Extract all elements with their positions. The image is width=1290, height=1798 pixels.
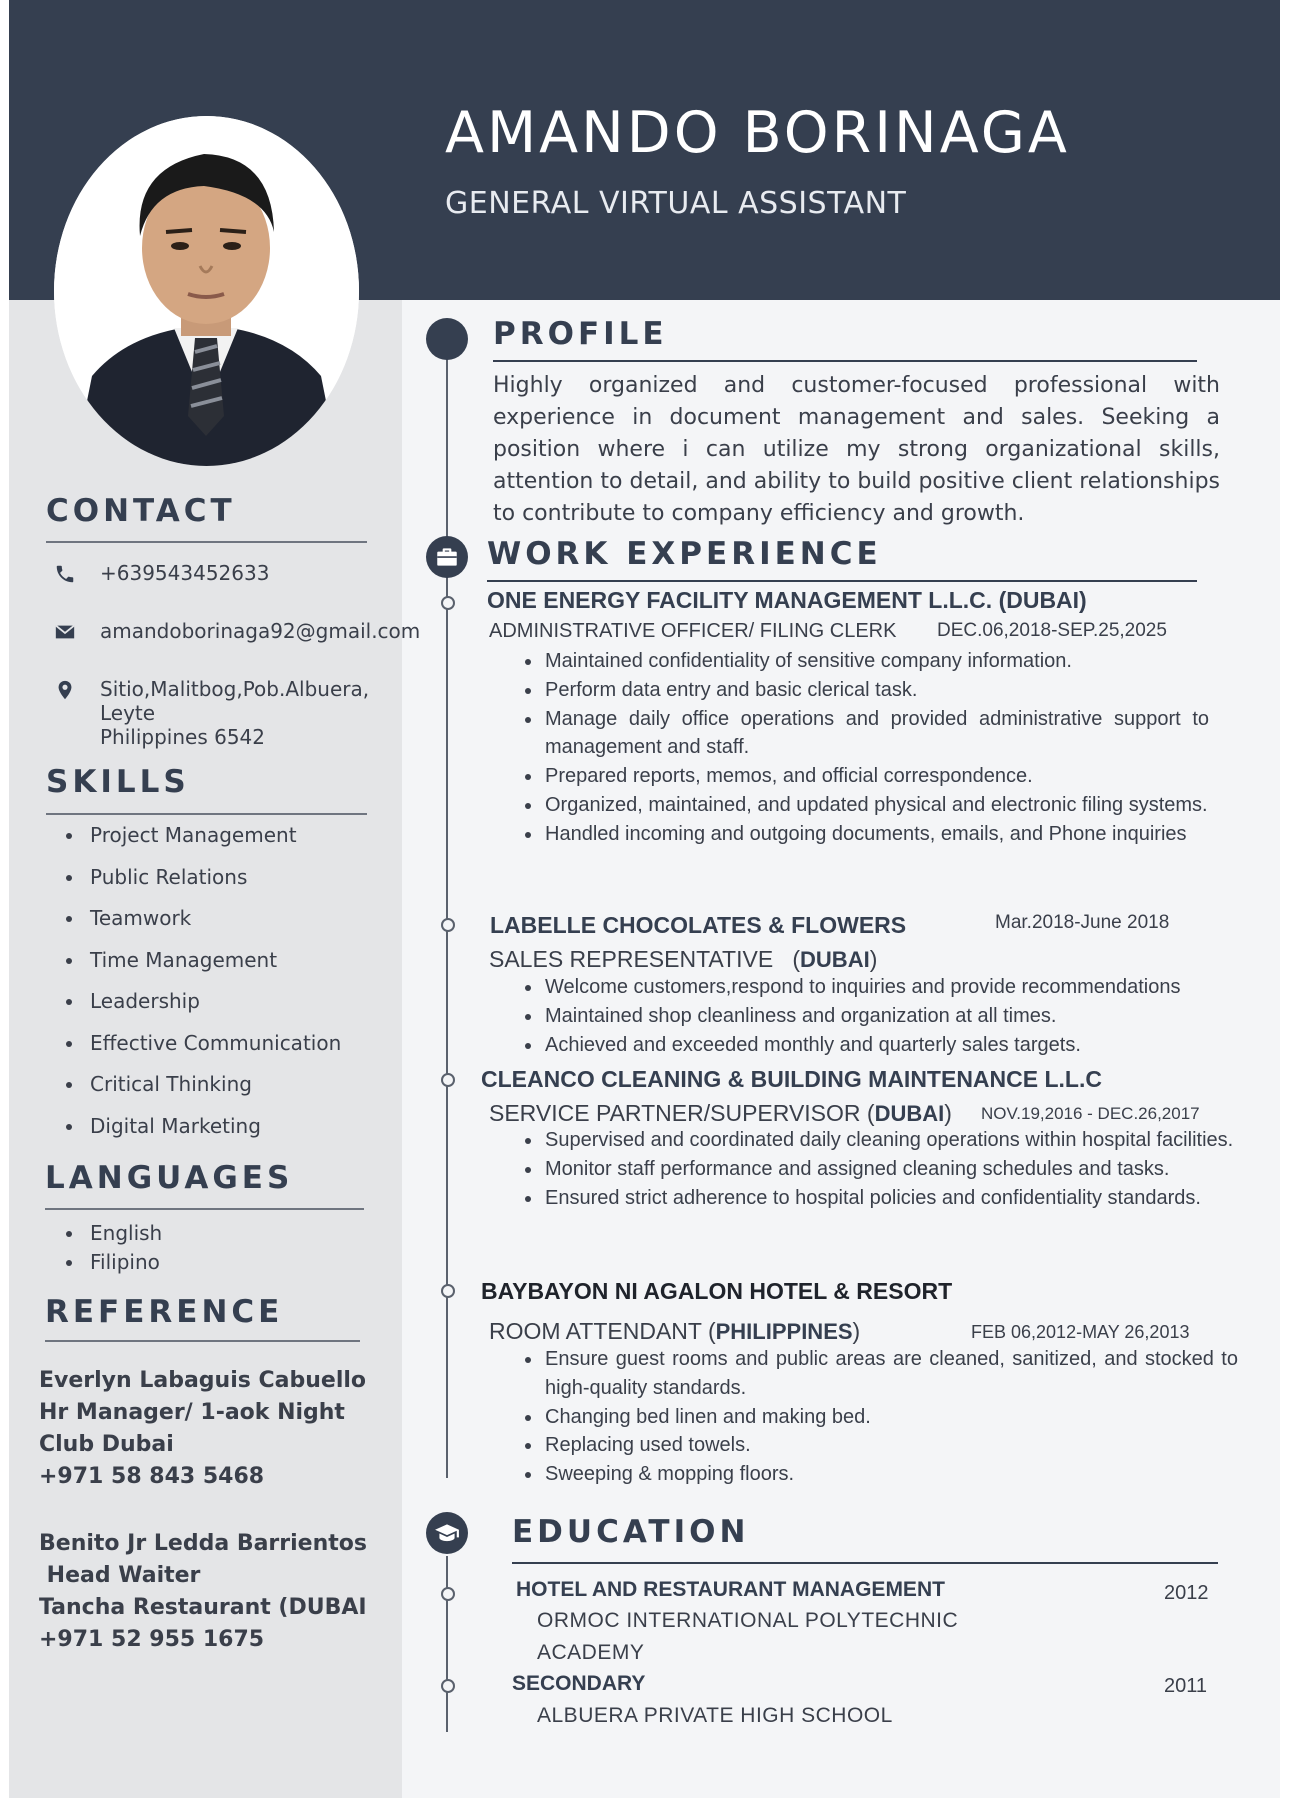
envelope-icon: [54, 621, 76, 643]
job-3-duties: [525, 1126, 1238, 1212]
reference-divider: [45, 1340, 360, 1342]
education-2-school: ALBUERA PRIVATE HIGH SCHOOL: [537, 1704, 893, 1727]
languages-divider: [45, 1208, 364, 1210]
skill-item: Project Management: [54, 822, 341, 864]
languages-heading: LANGUAGES: [45, 1160, 294, 1196]
address-line-2: Leyte: [100, 701, 156, 725]
job-1-role: ADMINISTRATIVE OFFICER/ FILING CLERK: [489, 620, 897, 642]
duty-item: Prepared reports, memos, and official correspondence.: [525, 762, 1209, 791]
education-1-title: HOTEL AND RESTAURANT MANAGEMENT: [516, 1578, 945, 1601]
job-2-node: [441, 918, 455, 932]
duty-item: Handled incoming and outgoing documents, emails, and Phone inquiries: [525, 820, 1209, 849]
duty-item: Welcome customers,respond to inquiries and provide recommendations: [525, 973, 1238, 1002]
job-2-location: DUBAI: [800, 947, 870, 972]
education-2-title: SECONDARY: [512, 1672, 646, 1695]
profile-photo: [54, 116, 359, 466]
job-4-role: ROOM ATTENDANT (PHILIPPINES): [489, 1318, 861, 1344]
profile-node: [426, 318, 468, 360]
duty-item: Manage daily office operations and provided administrative support to management and staff.: [525, 705, 1209, 763]
portrait-illustration: [54, 116, 359, 466]
duty-item: Ensure guest rooms and public areas are cleaned, sanitized, and stocked to high-quality standards.: [525, 1345, 1238, 1403]
job-4-location: PHILIPPINES: [715, 1319, 853, 1344]
job-4-company: BAYBAYON NI AGALON HOTEL & RESORT: [481, 1278, 953, 1304]
language-item: Filipino: [54, 1249, 162, 1278]
skill-item: Leadership: [54, 988, 341, 1030]
education-1-year: 2012: [1164, 1582, 1209, 1604]
duty-item: Sweeping & mopping floors.: [525, 1460, 1238, 1489]
briefcase-icon: [434, 544, 460, 570]
phone-number: +639543452633: [100, 561, 270, 585]
job-1-duties: [525, 647, 1209, 849]
skill-item: Public Relations: [54, 864, 341, 906]
skill-item: Time Management: [54, 947, 341, 989]
address-line-3: Philippines 6542: [100, 725, 266, 749]
education-node: [426, 1512, 468, 1554]
work-node: [426, 536, 468, 578]
skill-item: Teamwork: [54, 905, 341, 947]
education-1-node: [441, 1587, 455, 1601]
reference-1: [39, 1365, 366, 1493]
skill-item: Critical Thinking: [54, 1071, 341, 1113]
duty-item: Maintained shop cleanliness and organization at all times.: [525, 1002, 1238, 1031]
job-1-company: ONE ENERGY FACILITY MANAGEMENT L.L.C. (DUBAI): [487, 587, 1087, 613]
job-4-node: [441, 1284, 455, 1298]
job-2-title: SALES REPRESENTATIVE: [489, 946, 774, 972]
job-4-dates: FEB 06,2012-MAY 26,2013: [971, 1322, 1190, 1342]
education-2-node: [441, 1679, 455, 1693]
profile-summary: Highly organized and customer-focused professional with experience in document management and sales. Seeking a position where i can utilize my strong organizational skills, attention to detail, and ability to build positive client relationships to contribute to company efficiency and growth.: [493, 373, 1220, 526]
job-4-title: ROOM ATTENDANT: [489, 1318, 702, 1344]
languages-list: [54, 1220, 162, 1278]
reference-1-name: Everlyn Labaguis Cabuello: [39, 1368, 367, 1393]
resume-page: [9, 0, 1280, 1798]
job-4-duties: [525, 1345, 1238, 1489]
job-3-role: SERVICE PARTNER/SUPERVISOR (DUBAI): [489, 1100, 952, 1126]
contact-heading: CONTACT: [46, 493, 236, 529]
map-pin-icon: [54, 677, 76, 703]
phone-icon: [54, 563, 76, 585]
job-1-node: [441, 596, 455, 610]
language-item: English: [54, 1220, 162, 1249]
timeline-line: [446, 340, 448, 1478]
duty-item: Monitor staff performance and assigned cleaning schedules and tasks.: [525, 1155, 1238, 1184]
duty-item: Ensured strict adherence to hospital policies and confidentiality standards.: [525, 1184, 1238, 1213]
profile-divider: [493, 360, 1197, 362]
reference-2: [39, 1528, 367, 1656]
candidate-name: AMANDO BORINAGA: [445, 100, 1070, 166]
email-address: amandoborinaga92@gmail.com: [100, 619, 421, 643]
education-divider: [512, 1562, 1218, 1564]
education-2-year: 2011: [1164, 1675, 1208, 1697]
job-3-company: CLEANCO CLEANING & BUILDING MAINTENANCE L.L.C: [481, 1066, 1102, 1092]
job-2-duties: [525, 973, 1238, 1059]
work-divider: [487, 580, 1197, 582]
job-3-dates: NOV.19,2016 - DEC.26,2017: [981, 1104, 1200, 1123]
duty-item: Organized, maintained, and updated physical and electronic filing systems.: [525, 791, 1209, 820]
graduation-cap-icon: [434, 1520, 460, 1546]
job-2-dates: Mar.2018-June 2018: [995, 912, 1170, 933]
timeline-line-education: [446, 1556, 448, 1732]
education-1-school: ORMOC INTERNATIONAL POLYTECHNIC ACADEMY: [537, 1609, 959, 1664]
job-3-title: SERVICE PARTNER/SUPERVISOR: [489, 1100, 861, 1126]
duty-item: Replacing used towels.: [525, 1431, 1238, 1460]
duty-item: Changing bed linen and making bed.: [525, 1403, 1238, 1432]
job-3-node: [441, 1073, 455, 1087]
candidate-title: GENERAL VIRTUAL ASSISTANT: [445, 186, 907, 221]
job-2-role: SALES REPRESENTATIVE (DUBAI): [489, 946, 878, 972]
reference-2-position: Head Waiter: [39, 1563, 201, 1588]
reference-1-phone: +971 58 843 5468: [39, 1464, 265, 1489]
job-3-location: DUBAI: [874, 1101, 945, 1126]
reference-1-position: Hr Manager/ 1-aok Night: [39, 1400, 345, 1425]
skills-divider: [46, 813, 367, 815]
skills-list: [54, 822, 341, 1154]
duty-item: Perform data entry and basic clerical task.: [525, 676, 1209, 705]
duty-item: Maintained confidentiality of sensitive company information.: [525, 647, 1209, 676]
reference-2-phone: +971 52 955 1675: [39, 1627, 265, 1652]
duty-item: Achieved and exceeded monthly and quarterly sales targets.: [525, 1031, 1238, 1060]
address-line-1: Sitio,Malitbog,Pob.Albuera,: [100, 677, 370, 701]
education-heading: EDUCATION: [512, 1514, 750, 1550]
reference-1-company: Club Dubai: [39, 1432, 174, 1457]
job-2-company: LABELLE CHOCOLATES & FLOWERS: [490, 912, 907, 938]
job-1-dates: DEC.06,2018-SEP.25,2025: [937, 620, 1167, 641]
work-heading: WORK EXPERIENCE: [487, 536, 882, 572]
skills-heading: SKILLS: [46, 764, 190, 800]
profile-heading: PROFILE: [493, 316, 668, 352]
contact-divider: [46, 541, 367, 543]
reference-heading: REFERENCE: [45, 1294, 284, 1330]
duty-item: Supervised and coordinated daily cleaning operations within hospital facilities.: [525, 1126, 1238, 1155]
reference-2-company: Tancha Restaurant (DUBAI: [39, 1595, 367, 1620]
skill-item: Digital Marketing: [54, 1113, 341, 1155]
skill-item: Effective Communication: [54, 1030, 341, 1072]
reference-2-name: Benito Jr Ledda Barrientos: [39, 1531, 367, 1556]
